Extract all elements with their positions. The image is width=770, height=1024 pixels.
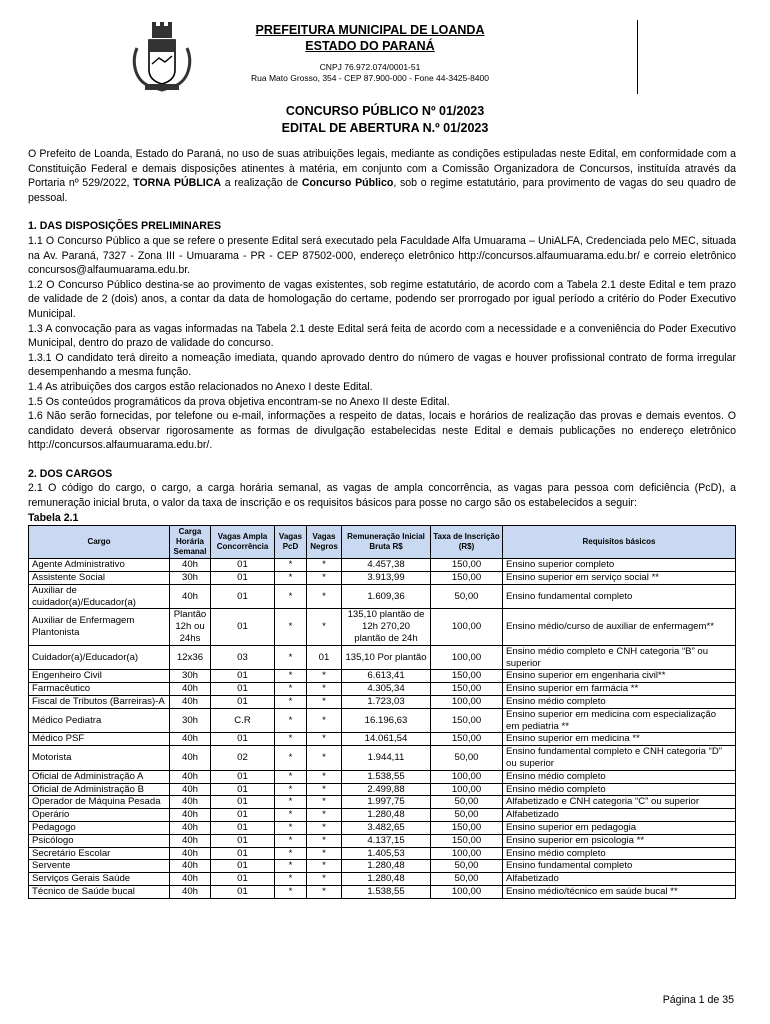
- col-header-requisitos: Requisitos básicos: [503, 526, 736, 559]
- cell-remuneracao: 3.482,65: [342, 821, 431, 834]
- table-row: [29, 708, 736, 733]
- cell-negros: *: [307, 796, 342, 809]
- table-row: [29, 609, 736, 645]
- table-row: [29, 559, 736, 572]
- cell-remuneracao: 4.305,34: [342, 683, 431, 696]
- table-row: [29, 645, 736, 670]
- cell-ampla: 01: [211, 796, 275, 809]
- cell-cargo: Assistente Social: [29, 572, 170, 585]
- cell-taxa: 100,00: [431, 770, 503, 783]
- cell-cargo: Motorista: [29, 746, 170, 771]
- cell-negros: *: [307, 584, 342, 609]
- cell-cargo: Servente: [29, 860, 170, 873]
- header-line2: ESTADO DO PARANÁ: [305, 39, 435, 53]
- cell-carga: 30h: [170, 670, 211, 683]
- cell-remuneracao: 2.499,88: [342, 783, 431, 796]
- cell-taxa: 150,00: [431, 708, 503, 733]
- cell-pcd: *: [275, 834, 307, 847]
- cell-ampla: 03: [211, 645, 275, 670]
- cell-ampla: 01: [211, 683, 275, 696]
- section1-item: 1.2 O Concurso Público destina-se ao provimento de vagas existentes, sob regime estatutário, de acordo com a Tabela 2.1 deste Edital e tem prazo de validade de 2 (dois) anos, a contar da data de homologação do certame, podendo ser prorrogado por igual período a critério do Poder Executivo Municipal.: [28, 278, 736, 320]
- cell-taxa: 150,00: [431, 559, 503, 572]
- cell-negros: *: [307, 733, 342, 746]
- cell-ampla: 01: [211, 584, 275, 609]
- cell-remuneracao: 1.538,55: [342, 885, 431, 898]
- cell-ampla: 01: [211, 873, 275, 886]
- cell-pcd: *: [275, 796, 307, 809]
- cell-taxa: 50,00: [431, 860, 503, 873]
- col-header-negros: Vagas Negros: [307, 526, 342, 559]
- cell-requisitos: Ensino fundamental completo e CNH categoria “D” ou superior: [503, 746, 736, 771]
- cell-carga: 40h: [170, 847, 211, 860]
- col-header-remuneracao: Remuneração Inicial Bruta R$: [342, 526, 431, 559]
- cell-carga: 12x36: [170, 645, 211, 670]
- header-address: Rua Mato Grosso, 354 - CEP 87.900-000 - Fone 44-3425-8400: [251, 73, 489, 83]
- cell-requisitos: Ensino superior completo: [503, 559, 736, 572]
- cell-taxa: 100,00: [431, 696, 503, 709]
- cell-requisitos: Ensino médio completo e CNH categoria “B” ou superior: [503, 645, 736, 670]
- header-line1: PREFEITURA MUNICIPAL DE LOANDA: [255, 23, 485, 37]
- cell-requisitos: Ensino superior em serviço social **: [503, 572, 736, 585]
- cell-requisitos: Ensino médio completo: [503, 783, 736, 796]
- cell-pcd: *: [275, 821, 307, 834]
- cell-ampla: 01: [211, 809, 275, 822]
- header-cnpj: CNPJ 76.972.074/0001-51: [319, 62, 421, 72]
- cell-negros: 01: [307, 645, 342, 670]
- cell-cargo: Oficial de Administração A: [29, 770, 170, 783]
- cell-taxa: 100,00: [431, 645, 503, 670]
- cell-pcd: *: [275, 733, 307, 746]
- cell-taxa: 50,00: [431, 584, 503, 609]
- cell-remuneracao: 4.137,15: [342, 834, 431, 847]
- cell-remuneracao: 1.280,48: [342, 873, 431, 886]
- intro-text-b: TORNA PÚBLICA: [133, 177, 222, 190]
- cell-remuneracao: 1.280,48: [342, 860, 431, 873]
- cell-pcd: *: [275, 746, 307, 771]
- cell-carga: 40h: [170, 683, 211, 696]
- table-row: [29, 860, 736, 873]
- cell-carga: 40h: [170, 834, 211, 847]
- cell-taxa: 50,00: [431, 746, 503, 771]
- section1-item: 1.3.1 O candidato terá direito a nomeação imediata, quando aprovado dentro do número de vagas e houver profissional contrato de forma irregular desempenhando a mesma função.: [28, 351, 736, 379]
- cell-negros: *: [307, 885, 342, 898]
- table-row: [29, 733, 736, 746]
- cell-negros: *: [307, 708, 342, 733]
- cell-carga: 40h: [170, 821, 211, 834]
- table-row: [29, 783, 736, 796]
- title-line1: CONCURSO PÚBLICO Nº 01/2023: [285, 104, 485, 118]
- cell-pcd: *: [275, 609, 307, 645]
- col-header-taxa: Taxa de Inscrição (R$): [431, 526, 503, 559]
- cell-taxa: 150,00: [431, 821, 503, 834]
- cell-ampla: 01: [211, 783, 275, 796]
- cell-ampla: 01: [211, 733, 275, 746]
- intro-text-d: Concurso Público: [301, 177, 394, 190]
- cell-ampla: 01: [211, 559, 275, 572]
- cell-ampla: 01: [211, 885, 275, 898]
- cell-remuneracao: 1.280,48: [342, 809, 431, 822]
- cell-taxa: 100,00: [431, 847, 503, 860]
- cell-carga: 40h: [170, 746, 211, 771]
- table-row: [29, 670, 736, 683]
- page-number: Página 1 de 35: [662, 994, 734, 1006]
- cell-requisitos: Ensino superior em psicologia **: [503, 834, 736, 847]
- cell-negros: *: [307, 860, 342, 873]
- cell-remuneracao: 4.457,38: [342, 559, 431, 572]
- cell-remuneracao: 14.061,54: [342, 733, 431, 746]
- cell-remuneracao: 1.538,55: [342, 770, 431, 783]
- cell-carga: 30h: [170, 708, 211, 733]
- table-row: [29, 847, 736, 860]
- col-header-ampla: Vagas Ampla Concorrência: [211, 526, 275, 559]
- cell-taxa: 150,00: [431, 733, 503, 746]
- cell-pcd: *: [275, 670, 307, 683]
- cell-requisitos: Ensino médio completo: [503, 696, 736, 709]
- cell-taxa: 150,00: [431, 683, 503, 696]
- table-row: [29, 796, 736, 809]
- cell-carga: 40h: [170, 873, 211, 886]
- cell-pcd: *: [275, 847, 307, 860]
- intro-text-e: , sob o regime estatutário, para provimento de vagas do seu quadro de pessoal.: [28, 177, 736, 204]
- cell-cargo: Técnico de Saúde bucal: [29, 885, 170, 898]
- cell-pcd: *: [275, 708, 307, 733]
- cell-ampla: 01: [211, 572, 275, 585]
- cell-remuneracao: 135,10 plantão de 12h 270,20 plantão de 24h: [342, 609, 431, 645]
- cell-cargo: Secretário Escolar: [29, 847, 170, 860]
- cell-cargo: Cuidador(a)/Educador(a): [29, 645, 170, 670]
- cell-pcd: *: [275, 783, 307, 796]
- cell-ampla: 01: [211, 670, 275, 683]
- cell-requisitos: Ensino superior em medicina **: [503, 733, 736, 746]
- table-row: [29, 572, 736, 585]
- table-row: [29, 584, 736, 609]
- cell-carga: 40h: [170, 770, 211, 783]
- cell-pcd: *: [275, 645, 307, 670]
- cell-cargo: Engenheiro Civil: [29, 670, 170, 683]
- cell-pcd: *: [275, 770, 307, 783]
- cell-carga: 40h: [170, 733, 211, 746]
- cell-carga: 40h: [170, 696, 211, 709]
- cell-requisitos: Ensino superior em pedagogia: [503, 821, 736, 834]
- cell-taxa: 50,00: [431, 873, 503, 886]
- table-row: [29, 885, 736, 898]
- cell-carga: 40h: [170, 809, 211, 822]
- cell-cargo: Oficial de Administração B: [29, 783, 170, 796]
- cell-taxa: 100,00: [431, 783, 503, 796]
- cell-remuneracao: 1.723,03: [342, 696, 431, 709]
- cell-ampla: 01: [211, 609, 275, 645]
- section1-item: 1.4 As atribuições dos cargos estão relacionados no Anexo I deste Edital.: [28, 380, 373, 393]
- cell-remuneracao: 16.196,63: [342, 708, 431, 733]
- cell-pcd: *: [275, 572, 307, 585]
- cell-requisitos: Ensino superior em medicina com especialização em pediatria **: [503, 708, 736, 733]
- cell-requisitos: Ensino fundamental completo: [503, 584, 736, 609]
- cell-cargo: Psicólogo: [29, 834, 170, 847]
- cell-taxa: 150,00: [431, 670, 503, 683]
- intro-text-a: O Prefeito de Loanda, Estado do Paraná, no uso de suas atribuições legais, mediante as condições estipuladas neste Edital, em conformidade com a Constituição Federal e demais disposições atinentes à matéria, em conjunto com a Comissão Organizadora de Concursos, instituída através da Portaria nº 529/2022,: [28, 148, 736, 190]
- cell-taxa: 50,00: [431, 796, 503, 809]
- cell-requisitos: Alfabetizado: [503, 809, 736, 822]
- section1-title: 1. DAS DISPOSIÇÕES PRELIMINARES: [28, 220, 222, 233]
- cell-taxa: 150,00: [431, 834, 503, 847]
- positions-table: [28, 525, 736, 899]
- cell-cargo: Fiscal de Tributos (Barreiras)-A: [29, 696, 170, 709]
- table-row: [29, 809, 736, 822]
- table-row: [29, 696, 736, 709]
- section1-item: 1.5 Os conteúdos programáticos da prova objetiva encontram-se no Anexo II deste Edital.: [28, 395, 450, 408]
- cell-requisitos: Ensino superior em engenharia civil**: [503, 670, 736, 683]
- cell-cargo: Farmacêutico: [29, 683, 170, 696]
- cell-remuneracao: 1.609,36: [342, 584, 431, 609]
- table-header-row: [29, 526, 736, 559]
- table-body: [29, 559, 736, 899]
- page-header: [0, 0, 770, 95]
- cell-taxa: 100,00: [431, 609, 503, 645]
- cell-requisitos: Ensino médio completo: [503, 770, 736, 783]
- table-row: [29, 873, 736, 886]
- section1-item: 1.1 O Concurso Público a que se refere o presente Edital será executado pela Faculdade Alfa Umuarama – UniALFA, Credenciada pelo MEC, situada na Av. Paraná, 7327 - Zona III - Umuarama - PR - CEP 87502-000, endereço eletrônico http://concursos.alfaumuarama.edu.br/ e correio eletrônico concursos@alfaumuarama.edu.br.: [28, 234, 736, 277]
- cell-negros: *: [307, 670, 342, 683]
- cell-ampla: 01: [211, 834, 275, 847]
- table-row: [29, 770, 736, 783]
- table-label: Tabela 2.1: [28, 511, 79, 524]
- cell-requisitos: Ensino fundamental completo: [503, 860, 736, 873]
- cell-cargo: Pedagogo: [29, 821, 170, 834]
- cell-cargo: Agente Administrativo: [29, 559, 170, 572]
- cell-pcd: *: [275, 584, 307, 609]
- cell-cargo: Médico PSF: [29, 733, 170, 746]
- cell-carga: Plantão 12h ou 24hs: [170, 609, 211, 645]
- cell-ampla: 01: [211, 847, 275, 860]
- cell-requisitos: Ensino superior em farmácia **: [503, 683, 736, 696]
- cell-ampla: 01: [211, 696, 275, 709]
- section2-intro: 2.1 O código do cargo, o cargo, a carga horária semanal, as vagas de ampla concorrência, as vagas para pessoa com deficiência (PcD), a remuneração inicial bruta, o valor da taxa de inscrição e os requisitos básicos para posse no cargo são os estabelecidos a seguir:: [28, 482, 736, 510]
- cell-carga: 40h: [170, 783, 211, 796]
- cell-cargo: Auxiliar de cuidador(a)/Educador(a): [29, 584, 170, 609]
- cell-requisitos: Alfabetizado e CNH categoria “C” ou superior: [503, 796, 736, 809]
- cell-ampla: 01: [211, 821, 275, 834]
- document-body: [28, 147, 736, 899]
- cell-pcd: *: [275, 885, 307, 898]
- cell-remuneracao: 135,10 Por plantão: [342, 645, 431, 670]
- cell-pcd: *: [275, 809, 307, 822]
- cell-negros: *: [307, 873, 342, 886]
- cell-requisitos: Ensino médio/curso de auxiliar de enfermagem**: [503, 609, 736, 645]
- cell-taxa: 100,00: [431, 885, 503, 898]
- cell-negros: *: [307, 696, 342, 709]
- cell-requisitos: Alfabetizado: [503, 873, 736, 886]
- cell-ampla: 02: [211, 746, 275, 771]
- cell-negros: *: [307, 572, 342, 585]
- cell-remuneracao: 1.997,75: [342, 796, 431, 809]
- cell-negros: *: [307, 683, 342, 696]
- cell-negros: *: [307, 821, 342, 834]
- cell-negros: *: [307, 809, 342, 822]
- title-line2: EDITAL DE ABERTURA N.º 01/2023: [281, 121, 489, 135]
- cell-carga: 40h: [170, 584, 211, 609]
- cell-ampla: 01: [211, 770, 275, 783]
- section1-item: 1.3 A convocação para as vagas informadas na Tabela 2.1 deste Edital será feita de acordo com a necessidade e a conveniência do Poder Executivo Municipal, dentro do prazo de validade do concurso.: [28, 322, 736, 350]
- section1-item: 1.6 Não serão fornecidas, por telefone ou e-mail, informações a respeito de datas, locais e horários de realização das provas e demais eventos. O candidato deverá observar rigorosamente as formas de divulgação estabelecidas neste Edital e demais publicações no endereço eletrônico http://concursos.alfaumuarama.edu.br/.: [28, 410, 736, 452]
- cell-cargo: Serviços Gerais Saúde: [29, 873, 170, 886]
- cell-remuneracao: 3.913,99: [342, 572, 431, 585]
- table-row: [29, 746, 736, 771]
- cell-taxa: 150,00: [431, 572, 503, 585]
- cell-negros: *: [307, 834, 342, 847]
- municipal-crest-icon: [129, 18, 195, 92]
- cell-negros: *: [307, 783, 342, 796]
- cell-pcd: *: [275, 696, 307, 709]
- cell-remuneracao: 1.944,11: [342, 746, 431, 771]
- intro-paragraph: [28, 147, 736, 205]
- cell-taxa: 50,00: [431, 809, 503, 822]
- cell-carga: 40h: [170, 860, 211, 873]
- cell-pcd: *: [275, 873, 307, 886]
- cell-carga: 40h: [170, 796, 211, 809]
- header-divider: [637, 20, 638, 94]
- cell-cargo: Operador de Máquina Pesada: [29, 796, 170, 809]
- table-row: [29, 683, 736, 696]
- col-header-cargo: Cargo: [29, 526, 170, 559]
- table-row: [29, 834, 736, 847]
- intro-text-c: a realização de: [221, 177, 302, 190]
- cell-carga: 40h: [170, 885, 211, 898]
- cell-negros: *: [307, 746, 342, 771]
- table-row: [29, 821, 736, 834]
- col-header-carga: Carga Horária Semanal: [170, 526, 211, 559]
- cell-carga: 40h: [170, 559, 211, 572]
- cell-pcd: *: [275, 860, 307, 873]
- cell-pcd: *: [275, 683, 307, 696]
- cell-remuneracao: 1.405,53: [342, 847, 431, 860]
- document-title: [0, 103, 770, 137]
- cell-carga: 30h: [170, 572, 211, 585]
- cell-cargo: Auxiliar de Enfermagem Plantonista: [29, 609, 170, 645]
- cell-negros: *: [307, 609, 342, 645]
- col-header-pcd: Vagas PcD: [275, 526, 307, 559]
- cell-ampla: C.R: [211, 708, 275, 733]
- cell-negros: *: [307, 847, 342, 860]
- cell-remuneracao: 6.613,41: [342, 670, 431, 683]
- cell-cargo: Médico Pediatra: [29, 708, 170, 733]
- cell-requisitos: Ensino médio/técnico em saúde bucal **: [503, 885, 736, 898]
- cell-negros: *: [307, 559, 342, 572]
- section2-title: 2. DOS CARGOS: [28, 467, 113, 480]
- cell-pcd: *: [275, 559, 307, 572]
- cell-ampla: 01: [211, 860, 275, 873]
- cell-requisitos: Ensino médio completo: [503, 847, 736, 860]
- cell-cargo: Operário: [29, 809, 170, 822]
- cell-negros: *: [307, 770, 342, 783]
